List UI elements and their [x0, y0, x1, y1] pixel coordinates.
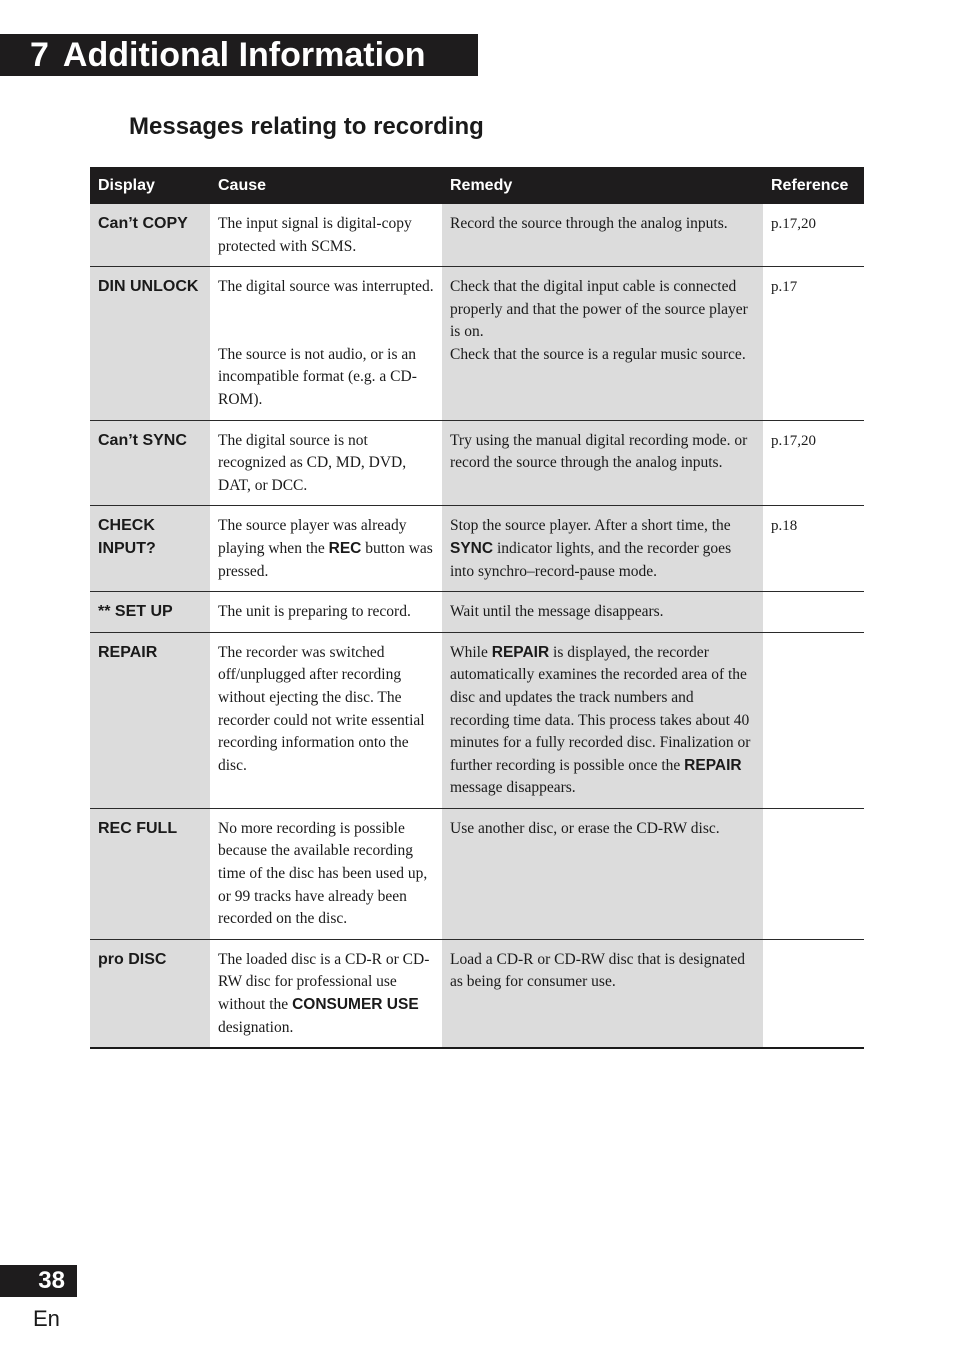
- page-language: En: [33, 1306, 60, 1331]
- remedy-cell: Try using the manual digital recording mode. or record the source through the analog inputs.: [442, 420, 763, 506]
- reference-cell: p.17,20: [763, 420, 864, 506]
- cause-text: The digital source was interrupted.: [218, 278, 434, 296]
- display-cell: pro DISC: [90, 939, 210, 1048]
- remedy-cell: [442, 267, 763, 420]
- chapter-title: Additional Information: [62, 36, 426, 74]
- reference-cell: [763, 632, 864, 808]
- table-row: [90, 592, 864, 633]
- cause-text: designation.: [218, 1018, 294, 1036]
- sync-indicator-label: SYNC: [450, 539, 494, 557]
- header-remedy: Remedy: [442, 167, 763, 204]
- reference-cell: [763, 592, 864, 633]
- display-cell: REC FULL: [90, 808, 210, 939]
- table-row: [90, 420, 864, 506]
- remedy-cell: Use another disc, or erase the CD-RW disc.: [442, 808, 763, 939]
- display-cell: DIN UNLOCK: [90, 267, 210, 420]
- header-cause: Cause: [210, 167, 442, 204]
- recording-messages-table: [90, 167, 864, 1049]
- cause-cell: [210, 939, 442, 1048]
- cause-text: The source player was already playing when the: [218, 517, 407, 557]
- display-cell: Can’t SYNC: [90, 420, 210, 506]
- remedy-text: Stop the source player. After a short time, the: [450, 517, 731, 535]
- cause-cell: [210, 267, 442, 420]
- table-row: [90, 506, 864, 592]
- section-title: Messages relating to recording: [129, 113, 484, 140]
- remedy-cell: [442, 632, 763, 808]
- table-header-row: [90, 167, 864, 204]
- repair-label: REPAIR: [491, 643, 550, 661]
- cause-text: button was pressed.: [218, 539, 433, 580]
- cause-cell: [210, 506, 442, 592]
- remedy-text: message disappears.: [450, 779, 576, 797]
- remedy-cell: Load a CD-R or CD-RW disc that is designated as being for consumer use.: [442, 939, 763, 1048]
- rec-button-label: REC: [328, 539, 362, 557]
- remedy-cell: Record the source through the analog inputs.: [442, 204, 763, 267]
- page-number: 38: [0, 1265, 77, 1297]
- reference-cell: [763, 939, 864, 1048]
- reference-cell: p.18: [763, 506, 864, 592]
- cause-text: The source is not audio, or is an incompatible format (e.g. a CD-ROM).: [218, 345, 417, 408]
- display-cell: REPAIR: [90, 632, 210, 808]
- header-reference: Reference: [763, 167, 864, 204]
- remedy-text: is displayed, the recorder automatically examines the recorded area of the disc and updates the track numbers and recording time data. This process takes about 40 minutes for a fully recorded disc. Finalization or further recording is possible once the: [450, 643, 751, 774]
- remedy-text: Check that the digital input cable is connected properly and that the power of the source player is on.: [450, 278, 748, 341]
- reference-cell: p.17: [763, 267, 864, 420]
- display-cell: ** SET UP: [90, 592, 210, 633]
- table-row: [90, 204, 864, 267]
- chapter-number: 7: [30, 36, 49, 74]
- table-row: [90, 632, 864, 808]
- cause-text: The loaded disc is a CD-R or CD-RW disc for professional use without the: [218, 950, 430, 1014]
- remedy-text: indicator lights, and the recorder goes into synchro–record-pause mode.: [450, 539, 732, 580]
- remedy-cell: Wait until the message disappears.: [442, 592, 763, 633]
- cause-cell: No more recording is possible because the available recording time of the disc has been used up, or 99 tracks have already been recorded on the disc.: [210, 808, 442, 939]
- repair-label: REPAIR: [684, 756, 742, 774]
- reference-cell: p.17,20: [763, 204, 864, 267]
- remedy-text: While: [450, 643, 488, 661]
- cause-cell: The recorder was switched off/unplugged after recording without ejecting the disc. The recorder could not write essential recording information onto the disc.: [210, 632, 442, 808]
- table-row: [90, 808, 864, 939]
- remedy-text: Check that the source is a regular music source.: [450, 345, 746, 363]
- header-display: Display: [90, 167, 210, 204]
- display-cell: Can’t COPY: [90, 204, 210, 267]
- cause-cell: The unit is preparing to record.: [210, 592, 442, 633]
- reference-cell: [763, 808, 864, 939]
- chapter-header: [0, 34, 478, 76]
- cause-cell: The input signal is digital-copy protected with SCMS.: [210, 204, 442, 267]
- consumer-use-label: CONSUMER USE: [292, 996, 419, 1014]
- table-row: [90, 939, 864, 1048]
- table-row: [90, 267, 864, 420]
- display-cell: CHECK INPUT?: [90, 506, 210, 592]
- cause-cell: The digital source is not recognized as CD, MD, DVD, DAT, or DCC.: [210, 420, 442, 506]
- remedy-cell: [442, 506, 763, 592]
